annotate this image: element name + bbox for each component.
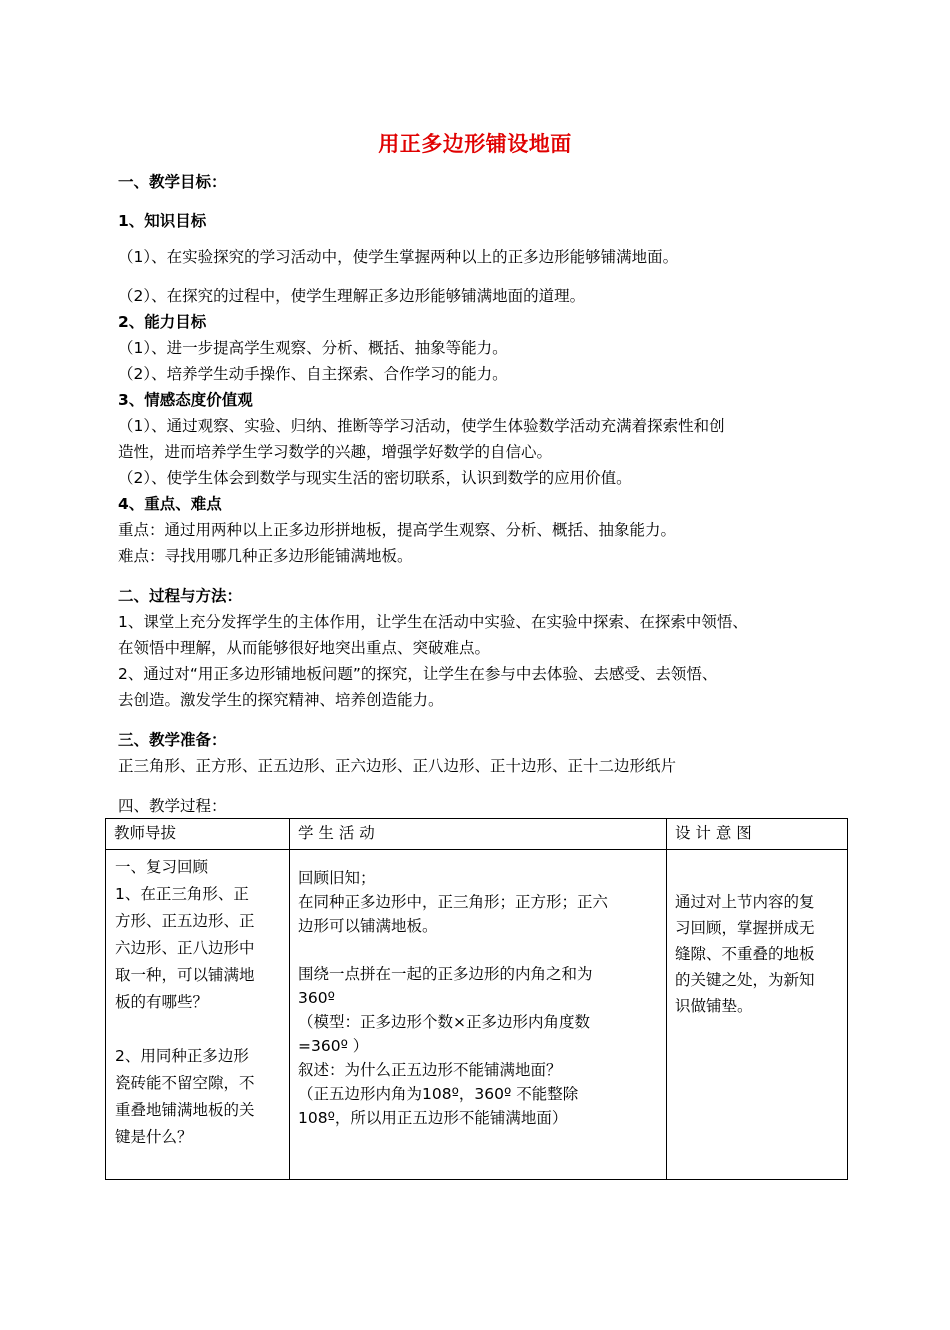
cell-line: 键是什么？ — [115, 1128, 193, 1146]
teacher-guide-cell — [106, 850, 289, 1151]
cell-line: 108º，所以用正五边形不能铺满地面） — [298, 1109, 568, 1127]
document-title: 用正多边形铺设地面 — [378, 132, 572, 156]
cell-line: 2、用同种正多边形 — [115, 1047, 249, 1065]
cell-line: =360º ） — [298, 1037, 369, 1055]
body-text-line: （1）、通过观察、实验、归纳、推断等学习活动，使学生体验数学活动充满着探索性和创 — [118, 417, 725, 435]
body-text-line: （2）、使学生体会到数学与现实生活的密切联系，认识到数学的应用价值。 — [118, 469, 632, 487]
body-text-line: 四、教学过程： — [118, 797, 227, 815]
cell-line: 缝隙、不重叠的地板 — [675, 945, 815, 963]
body-text-line: 正三角形、正方形、正五边形、正六边形、正八边形、正十边形、正十二边形纸片 — [118, 757, 677, 775]
body-text-line: 造性，进而培养学生学习数学的兴趣，增强学好数学的自信心。 — [118, 443, 553, 461]
cell-line: 六边形、正八边形中 — [115, 939, 255, 957]
body-text-line: 难点：寻找用哪几种正多边形能铺满地板。 — [118, 547, 413, 565]
body-text-line: 1、课堂上充分发挥学生的主体作用，让学生在活动中实验、在实验中探索、在探索中领悟、 — [118, 613, 748, 631]
cell-line: 一、复习回顾 — [115, 858, 209, 876]
body-text-line: （1）、在实验探究的学习活动中，使学生掌握两种以上的正多边形能够铺满地面。 — [118, 248, 679, 266]
cell-line: 板的有哪些？ — [115, 993, 209, 1011]
body-text-line: （1）、进一步提高学生观察、分析、概括、抽象等能力。 — [118, 339, 508, 357]
cell-line: 识做铺垫。 — [675, 997, 753, 1015]
header-design-intent: 设 计 意 图 — [675, 824, 752, 842]
student-activity-cell — [290, 850, 666, 1134]
body-text-line: 2、通过对“用正多边形铺地板问题”的探究，让学生在参与中去体验、去感受、去领悟、 — [118, 665, 718, 683]
design-intent-cell — [667, 850, 847, 1024]
cell-line: 1、在正三角形、正 — [115, 885, 249, 903]
section-heading: 一、教学目标： — [118, 173, 227, 191]
table-header-row — [106, 819, 848, 850]
cell-line: （模型：正多边形个数×正多边形内角度数 — [298, 1013, 590, 1031]
cell-line: 瓷砖能不留空隙，不 — [115, 1074, 255, 1092]
section-heading: 4、重点、难点 — [118, 495, 222, 513]
body-text-line: 重点：通过用两种以上正多边形拼地板，提高学生观察、分析、概括、抽象能力。 — [118, 521, 677, 539]
body-text-line: （2）、培养学生动手操作、自主探索、合作学习的能力。 — [118, 365, 508, 383]
cell-line: 边形可以铺满地板。 — [298, 917, 438, 935]
section-heading: 2、能力目标 — [118, 313, 207, 331]
cell-line: 360º — [298, 989, 335, 1007]
cell-line: 围绕一点拼在一起的正多边形的内角之和为 — [298, 965, 593, 983]
body-text-line: （2）、在探究的过程中，使学生理解正多边形能够铺满地面的道理。 — [118, 287, 586, 305]
cell-line: （正五边形内角为108º，360º 不能整除 — [298, 1085, 579, 1103]
cell-line: 重叠地铺满地板的关 — [115, 1101, 255, 1119]
header-teacher-guide: 教师导拔 — [114, 824, 177, 842]
section-heading: 二、过程与方法： — [118, 587, 243, 605]
table-row — [106, 850, 848, 1180]
section-heading: 三、教学准备： — [118, 731, 227, 749]
cell-line: 取一种，可以铺满地 — [115, 966, 255, 984]
teaching-process-table — [105, 818, 848, 1180]
cell-line: 习回顾，掌握拼成无 — [675, 919, 815, 937]
cell-line: 回顾旧知； — [298, 869, 376, 887]
cell-line — [298, 938, 658, 962]
section-heading: 1、知识目标 — [118, 212, 207, 230]
cell-line: 方形、正五边形、正 — [115, 912, 255, 930]
section-heading: 3、情感态度价值观 — [118, 391, 253, 409]
cell-line — [115, 1016, 281, 1043]
header-student-activity: 学 生 活 动 — [298, 824, 375, 842]
cell-line: 在同种正多边形中，正三角形；正方形；正六 — [298, 893, 609, 911]
cell-line: 叙述：为什么正五边形不能铺满地面？ — [298, 1061, 562, 1079]
cell-line: 通过对上节内容的复 — [675, 893, 815, 911]
body-text-line: 在领悟中理解，从而能够很好地突出重点、突破难点。 — [118, 639, 491, 657]
cell-line: 的关键之处，为新知 — [675, 971, 815, 989]
body-text-line: 去创造。激发学生的探究精神、培养创造能力。 — [118, 691, 444, 709]
